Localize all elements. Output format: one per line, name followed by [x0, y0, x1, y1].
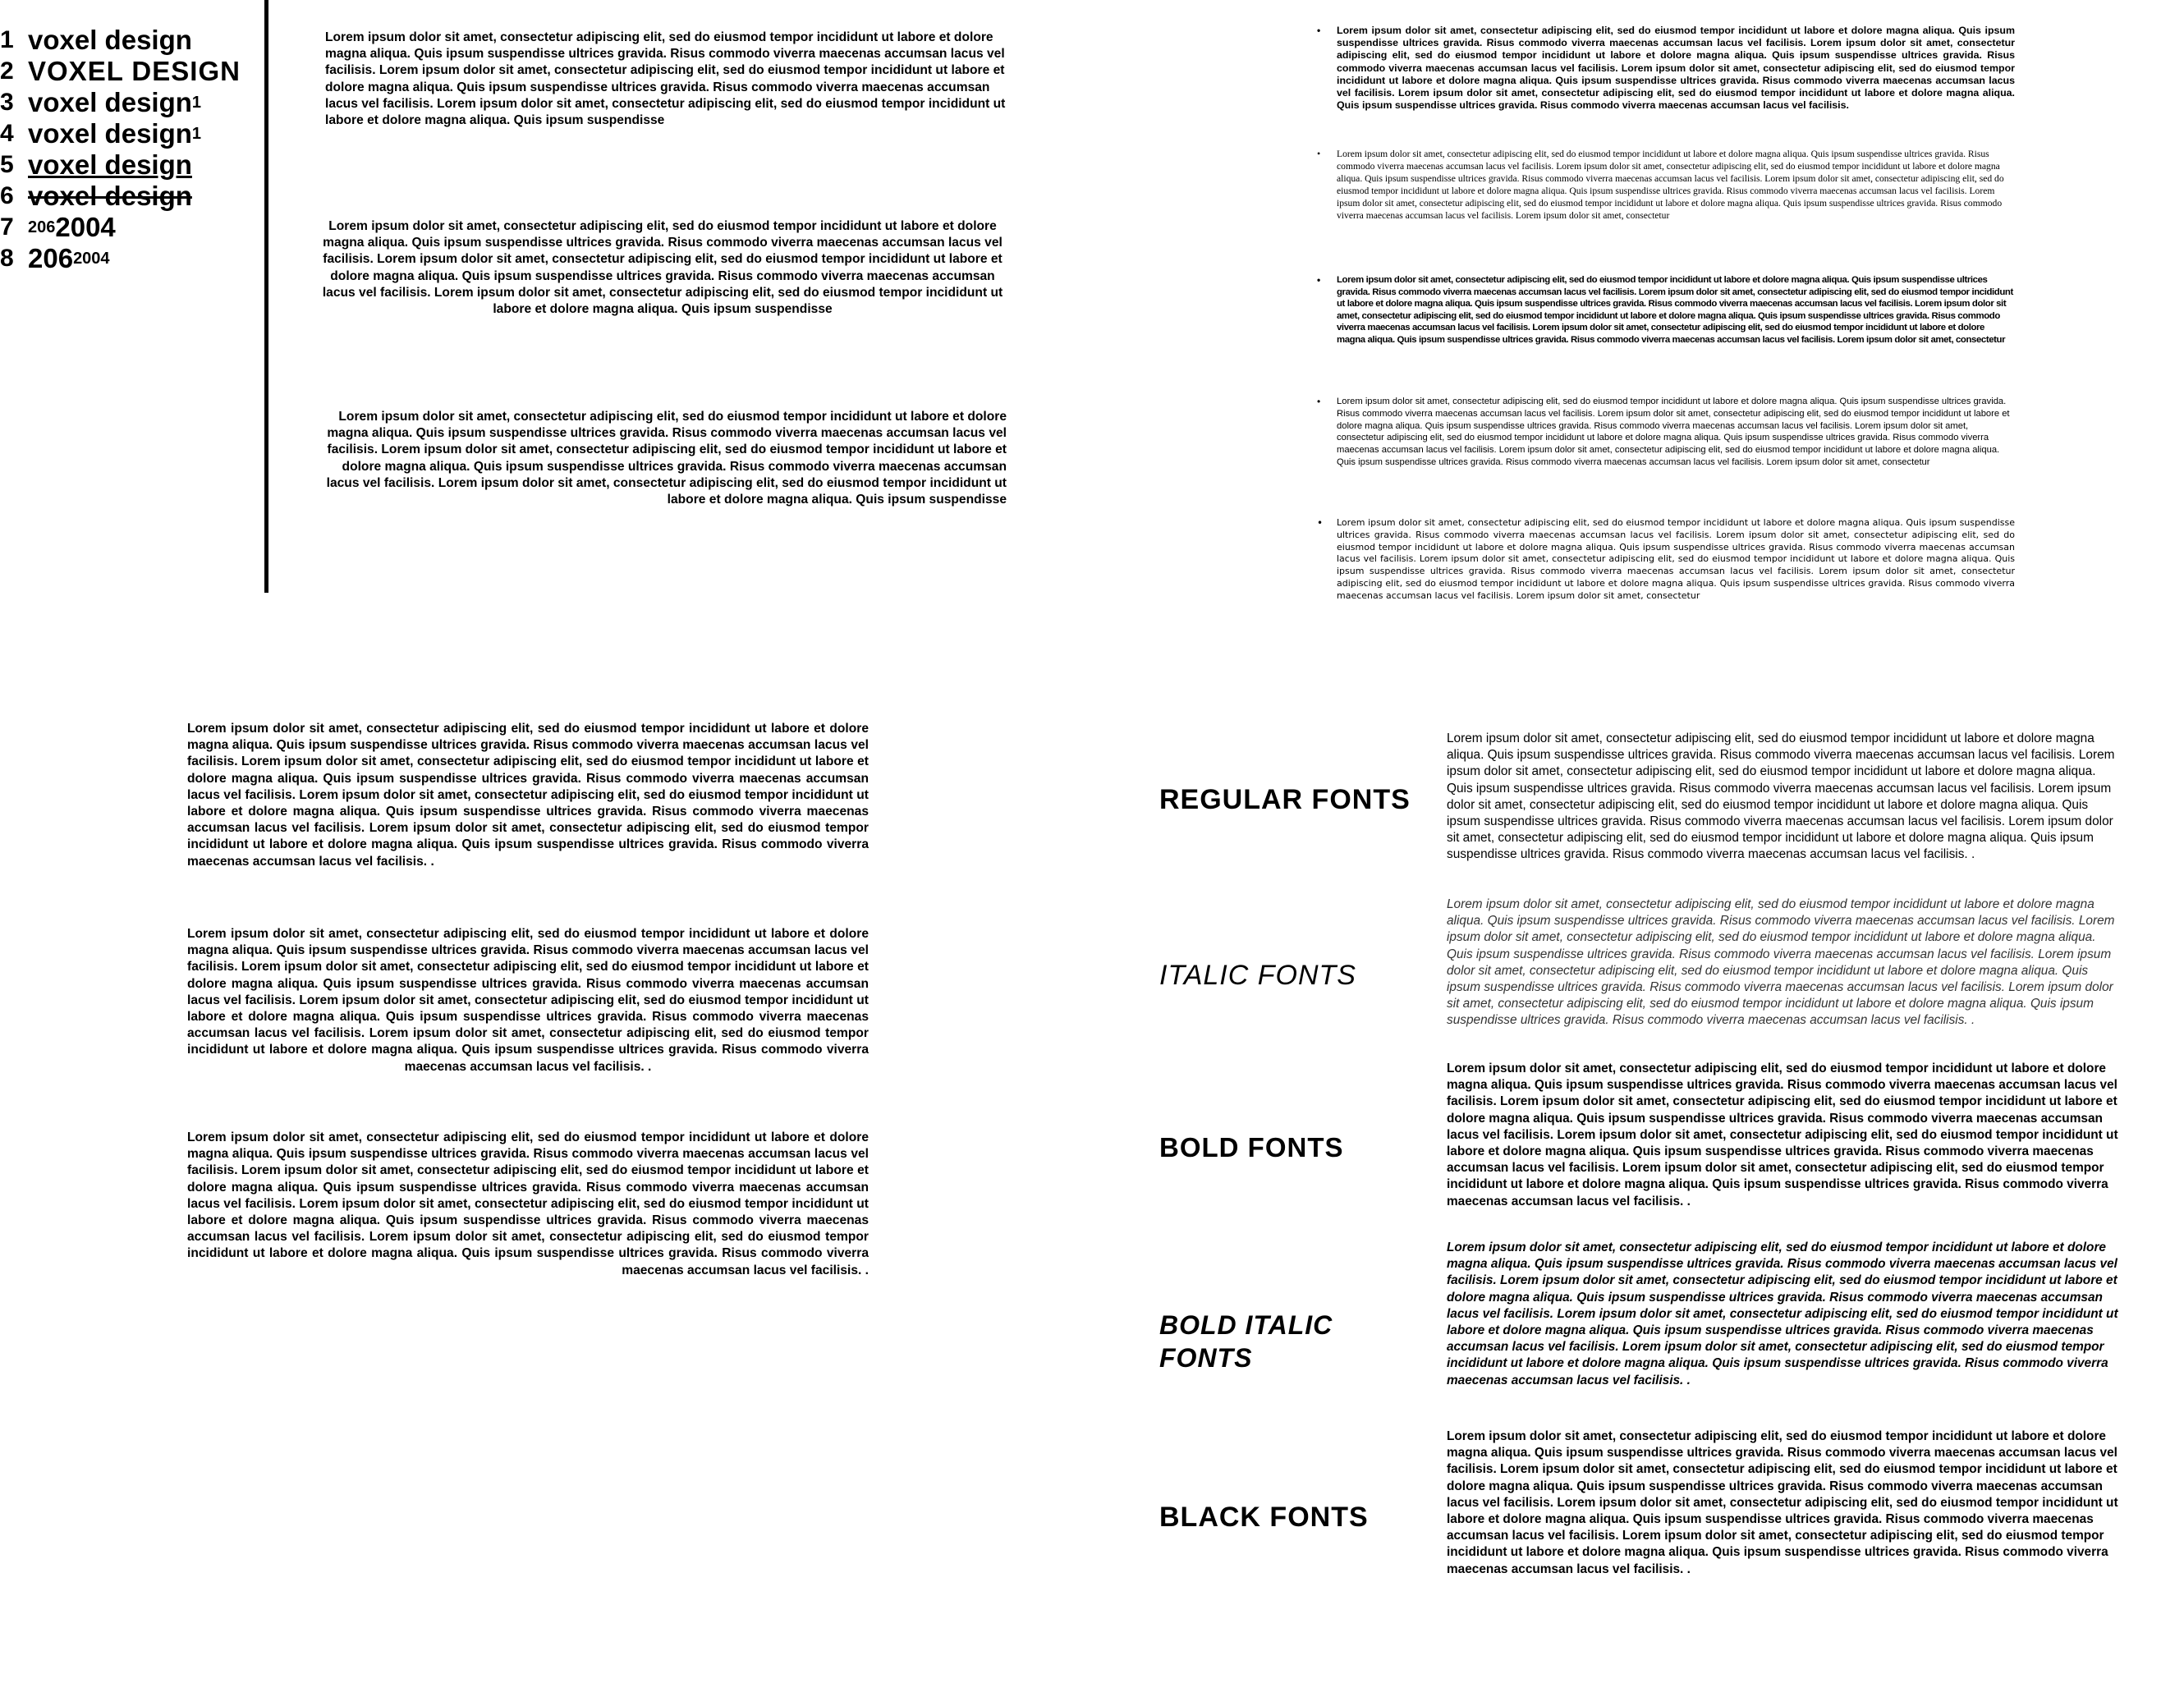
- font-sample-bold-italic: Lorem ipsum dolor sit amet, consectetur adipiscing elit, sed do eiusmod tempor incididunt ut labore et dolore magna aliqua. Quis ipsum suspendisse ultrices gravida. Risus commodo viverra maecenas accumsan lacus vel facilisis. Lorem ipsum dolor sit amet, consectetur adipiscing elit, sed do eiusmod tempor incididunt ut labore et dolore magna aliqua. Quis ipsum suspendisse ultrices gravida. Risus commodo viverra maecenas accumsan lacus vel facilisis. Lorem ipsum dolor sit amet, consectetur adipiscing elit, sed do eiusmod tempor incididunt ut labore et dolore magna aliqua. Quis ipsum suspendisse ultrices gravida. Risus commodo viverra maecenas accumsan lacus vel facilisis. Lorem ipsum dolor sit amet, consectetur adipiscing elit, sed do eiusmod tempor incididunt ut labore et dolore magna aliqua. Quis ipsum suspendisse ultrices gravida. Risus commodo viverra maecenas accumsan lacus vel facilisis. .: [1447, 1240, 2118, 1387]
- bullet-list: [1317, 25, 2015, 603]
- style-number: 3: [0, 89, 14, 116]
- bullet-item-humanist: • Lorem ipsum dolor sit amet, consectetur adipiscing elit, sed do eiusmod tempor incididunt ut labore et dolore magna aliqua. Quis ipsum suspendisse ultrices gravida. Risus commodo viverra maecenas accumsan lacus vel facilisis. Lorem ipsum dolor sit amet, consectetur adipiscing elit, sed do eiusmod tempor incididunt ut labore et dolore magna aliqua. Quis ipsum suspendisse ultrices gravida. Risus commodo viverra maecenas accumsan lacus vel facilisis. Lorem ipsum dolor sit amet, consectetur adipiscing elit, sed do eiusmod tempor incididunt ut labore et dolore magna aliqua. Quis ipsum suspendisse ultrices gravida. Risus commodo viverra maecenas accumsan lacus vel facilisis. Lorem ipsum dolor sit amet, consectetur adipiscing elit, sed do eiusmod tempor incididunt ut labore et dolore magna aliqua. Quis ipsum suspendisse ultrices gravida. Risus commodo viverra maecenas accumsan lacus vel facilisis. Lorem ipsum dolor sit amet, consectetur: [1317, 517, 2015, 603]
- style-number: 5: [0, 151, 14, 178]
- style-item-trailing-superscript: [0, 243, 263, 274]
- bullet-item-bold: • Lorem ipsum dolor sit amet, consectetur adipiscing elit, sed do eiusmod tempor incididunt ut labore et dolore magna aliqua. Quis ipsum suspendisse ultrices gravida. Risus commodo viverra maecenas accumsan lacus vel facilisis. Lorem ipsum dolor sit amet, consectetur adipiscing elit, sed do eiusmod tempor incididunt ut labore et dolore magna aliqua. Quis ipsum suspendisse ultrices gravida. Risus commodo viverra maecenas accumsan lacus vel facilisis. Lorem ipsum dolor sit amet, consectetur adipiscing elit, sed do eiusmod tempor incididunt ut labore et dolore magna aliqua. Quis ipsum suspendisse ultrices gravida. Risus commodo viverra maecenas accumsan lacus vel facilisis. Lorem ipsum dolor sit amet, consectetur adipiscing elit, sed do eiusmod tempor incididunt ut labore et dolore magna aliqua. Quis ipsum suspendisse ultrices gravida. Risus commodo viverra maecenas accumsan lacus vel facilisis.: [1317, 25, 2015, 148]
- font-label-bold: BOLD FONTS: [1159, 1132, 1344, 1163]
- superscript: 1: [191, 94, 202, 112]
- style-number: 6: [0, 182, 14, 209]
- style-item-leading-superscript: [0, 212, 263, 243]
- font-sample-regular: Lorem ipsum dolor sit amet, consectetur adipiscing elit, sed do eiusmod tempor incididunt ut labore et dolore magna aliqua. Quis ipsum suspendisse ultrices gravida. Risus commodo viverra maecenas accumsan lacus vel facilisis. Lorem ipsum dolor sit amet, consectetur adipiscing elit, sed do eiusmod tempor incididunt ut labore et dolore magna aliqua. Quis ipsum suspendisse ultrices gravida. Risus commodo viverra maecenas accumsan lacus vel facilisis. Lorem ipsum dolor sit amet, consectetur adipiscing elit, sed do eiusmod tempor incididunt ut labore et dolore magna aliqua. Quis ipsum suspendisse ultrices gravida. Risus commodo viverra maecenas accumsan lacus vel facilisis. Lorem ipsum dolor sit amet, consectetur adipiscing elit, sed do eiusmod tempor incididunt ut labore et dolore magna aliqua. Quis ipsum suspendisse ultrices gravida. Risus commodo viverra maecenas accumsan lacus vel facilisis. .: [1447, 731, 2115, 862]
- paragraph-justified-center-last: Lorem ipsum dolor sit amet, consectetur adipiscing elit, sed do eiusmod tempor incididunt ut labore et dolore magna aliqua. Quis ipsum suspendisse ultrices gravida. Risus commodo viverra maecenas accumsan lacus vel facilisis. Lorem ipsum dolor sit amet, consectetur adipiscing elit, sed do eiusmod tempor incididunt ut labore et dolore magna aliqua. Quis ipsum suspendisse ultrices gravida. Risus commodo viverra maecenas accumsan lacus vel facilisis. Lorem ipsum dolor sit amet, consectetur adipiscing elit, sed do eiusmod tempor incididunt ut labore et dolore magna aliqua. Quis ipsum suspendisse ultrices gravida. Risus commodo viverra maecenas accumsan lacus vel facilisis. Lorem ipsum dolor sit amet, consectetur adipiscing elit, sed do eiusmod tempor incididunt ut labore et dolore magna aliqua. Quis ipsum suspendisse ultrices gravida. Risus commodo viverra maecenas accumsan lacus vel facilisis. .: [187, 927, 869, 1074]
- style-sample-text: 206: [28, 243, 74, 273]
- style-number: 4: [0, 120, 14, 147]
- bullet-item-condensed: • Lorem ipsum dolor sit amet, consectetur adipiscing elit, sed do eiusmod tempor incididunt ut labore et dolore magna aliqua. Quis ipsum suspendisse ultrices gravida. Risus commodo viverra maecenas accumsan lacus vel facilisis. Lorem ipsum dolor sit amet, consectetur adipiscing elit, sed do eiusmod tempor incididunt ut labore et dolore magna aliqua. Quis ipsum suspendisse ultrices gravida. Risus commodo viverra maecenas accumsan lacus vel facilisis. Lorem ipsum dolor sit amet, consectetur adipiscing elit, sed do eiusmod tempor incididunt ut labore et dolore magna aliqua. Quis ipsum suspendisse ultrices gravida. Risus commodo viverra maecenas accumsan lacus vel facilisis. Lorem ipsum dolor sit amet, consectetur adipiscing elit, sed do eiusmod tempor incididunt ut labore et dolore magna aliqua. Quis ipsum suspendisse ultrices gravida. Risus commodo viverra maecenas accumsan lacus vel facilisis. Lorem ipsum dolor sit amet, consectetur: [1317, 274, 2015, 396]
- font-sample-bold: Lorem ipsum dolor sit amet, consectetur adipiscing elit, sed do eiusmod tempor incididunt ut labore et dolore magna aliqua. Quis ipsum suspendisse ultrices gravida. Risus commodo viverra maecenas accumsan lacus vel facilisis. Lorem ipsum dolor sit amet, consectetur adipiscing elit, sed do eiusmod tempor incididunt ut labore et dolore magna aliqua. Quis ipsum suspendisse ultrices gravida. Risus commodo viverra maecenas accumsan lacus vel facilisis. Lorem ipsum dolor sit amet, consectetur adipiscing elit, sed do eiusmod tempor incididunt ut labore et dolore magna aliqua. Quis ipsum suspendisse ultrices gravida. Risus commodo viverra maecenas accumsan lacus vel facilisis. Lorem ipsum dolor sit amet, consectetur adipiscing elit, sed do eiusmod tempor incididunt ut labore et dolore magna aliqua. Quis ipsum suspendisse ultrices gravida. Risus commodo viverra maecenas accumsan lacus vel facilisis. .: [1447, 1062, 2118, 1208]
- font-sample-black: Lorem ipsum dolor sit amet, consectetur adipiscing elit, sed do eiusmod tempor incididunt ut labore et dolore magna aliqua. Quis ipsum suspendisse ultrices gravida. Risus commodo viverra maecenas accumsan lacus vel facilisis. Lorem ipsum dolor sit amet, consectetur adipiscing elit, sed do eiusmod tempor incididunt ut labore et dolore magna aliqua. Quis ipsum suspendisse ultrices gravida. Risus commodo viverra maecenas accumsan lacus vel facilisis. Lorem ipsum dolor sit amet, consectetur adipiscing elit, sed do eiusmod tempor incididunt ut labore et dolore magna aliqua. Quis ipsum suspendisse ultrices gravida. Risus commodo viverra maecenas accumsan lacus vel facilisis. Lorem ipsum dolor sit amet, consectetur adipiscing elit, sed do eiusmod tempor incididunt ut labore et dolore magna aliqua. Quis ipsum suspendisse ultrices gravida. Risus commodo viverra maecenas accumsan lacus vel facilisis. .: [1447, 1429, 2118, 1576]
- style-item-subscript: [0, 118, 263, 149]
- paragraph-right-aligned: Lorem ipsum dolor sit amet, consectetur adipiscing elit, sed do eiusmod tempor incididunt ut labore et dolore magna aliqua. Quis ipsum suspendisse ultrices gravida. Risus commodo viverra maecenas accumsan lacus vel facilisis. Lorem ipsum dolor sit amet, consectetur adipiscing elit, sed do eiusmod tempor incididunt ut labore et dolore magna aliqua. Quis ipsum suspendisse ultrices gravida. Risus commodo viverra maecenas accumsan lacus vel facilisis. Lorem ipsum dolor sit amet, consectetur adipiscing elit, sed do eiusmod tempor incididunt ut labore et dolore magna aliqua. Quis ipsum suspendisse: [326, 410, 1007, 507]
- superscript: 2004: [73, 250, 110, 268]
- style-sample-text: voxel design: [28, 25, 192, 55]
- paragraph-left-aligned: Lorem ipsum dolor sit amet, consectetur adipiscing elit, sed do eiusmod tempor incididunt ut labore et dolore magna aliqua. Quis ipsum suspendisse ultrices gravida. Risus commodo viverra maecenas accumsan lacus vel facilisis. Lorem ipsum dolor sit amet, consectetur adipiscing elit, sed do eiusmod tempor incididunt ut labore et dolore magna aliqua. Quis ipsum suspendisse ultrices gravida. Risus commodo viverra maecenas accumsan lacus vel facilisis. Lorem ipsum dolor sit amet, consectetur adipiscing elit, sed do eiusmod tempor incididunt ut labore et dolore magna aliqua. Quis ipsum suspendisse: [325, 30, 1006, 128]
- style-item-underline: [0, 149, 263, 181]
- font-label-regular: REGULAR FONTS: [1159, 784, 1411, 815]
- bullet-item-light: • Lorem ipsum dolor sit amet, consectetur adipiscing elit, sed do eiusmod tempor incididunt ut labore et dolore magna aliqua. Quis ipsum suspendisse ultrices gravida. Risus commodo viverra maecenas accumsan lacus vel facilisis. Lorem ipsum dolor sit amet, consectetur adipiscing elit, sed do eiusmod tempor incididunt ut labore et dolore magna aliqua. Quis ipsum suspendisse ultrices gravida. Risus commodo viverra maecenas accumsan lacus vel facilisis. Lorem ipsum dolor sit amet, consectetur adipiscing elit, sed do eiusmod tempor incididunt ut labore et dolore magna aliqua. Quis ipsum suspendisse ultrices gravida. Risus commodo viverra maecenas accumsan lacus vel facilisis. Lorem ipsum dolor sit amet, consectetur adipiscing elit, sed do eiusmod tempor incididunt ut labore et dolore magna aliqua. Quis ipsum suspendisse ultrices gravida. Risus commodo viverra maecenas accumsan lacus vel facilisis. Lorem ipsum dolor sit amet, consectetur: [1317, 396, 2015, 517]
- font-label-black: BLACK FONTS: [1159, 1502, 1369, 1533]
- style-item-strikethrough: [0, 181, 263, 212]
- style-sample-text: voxel design: [28, 181, 192, 211]
- style-number: 1: [0, 26, 14, 53]
- superscript: 206: [28, 218, 56, 236]
- style-number: 8: [0, 245, 14, 272]
- paragraph-justified: Lorem ipsum dolor sit amet, consectetur adipiscing elit, sed do eiusmod tempor incididunt ut labore et dolore magna aliqua. Quis ipsum suspendisse ultrices gravida. Risus commodo viverra maecenas accumsan lacus vel facilisis. Lorem ipsum dolor sit amet, consectetur adipiscing elit, sed do eiusmod tempor incididunt ut labore et dolore magna aliqua. Quis ipsum suspendisse ultrices gravida. Risus commodo viverra maecenas accumsan lacus vel facilisis. Lorem ipsum dolor sit amet, consectetur adipiscing elit, sed do eiusmod tempor incididunt ut labore et dolore magna aliqua. Quis ipsum suspendisse ultrices gravida. Risus commodo viverra maecenas accumsan lacus vel facilisis. Lorem ipsum dolor sit amet, consectetur adipiscing elit, sed do eiusmod tempor incididunt ut labore et dolore magna aliqua. Quis ipsum suspendisse ultrices gravida. Risus commodo viverra maecenas accumsan lacus vel facilisis. .: [187, 722, 869, 869]
- style-item-regular: [0, 25, 263, 56]
- style-sample-text: voxel design: [28, 149, 192, 180]
- font-label-bold-italic: BOLD ITALIC FONTS: [1159, 1310, 1333, 1373]
- font-label-italic: ITALIC FONTS: [1159, 960, 1356, 991]
- style-number: 7: [0, 213, 14, 241]
- style-sample-text: voxel design: [28, 118, 192, 149]
- bullet-item-serif: • Lorem ipsum dolor sit amet, consectetur adipiscing elit, sed do eiusmod tempor incididunt ut labore et dolore magna aliqua. Quis ipsum suspendisse ultrices gravida. Risus commodo viverra maecenas accumsan lacus vel facilisis. Lorem ipsum dolor sit amet, consectetur adipiscing elit, sed do eiusmod tempor incididunt ut labore et dolore magna aliqua. Quis ipsum suspendisse ultrices gravida. Risus commodo viverra maecenas accumsan lacus vel facilisis. Lorem ipsum dolor sit amet, consectetur adipiscing elit, sed do eiusmod tempor incididunt ut labore et dolore magna aliqua. Quis ipsum suspendisse ultrices gravida. Risus commodo viverra maecenas accumsan lacus vel facilisis. Lorem ipsum dolor sit amet, consectetur adipiscing elit, sed do eiusmod tempor incididunt ut labore et dolore magna aliqua. Quis ipsum suspendisse ultrices gravida. Risus commodo viverra maecenas accumsan lacus vel facilisis. Lorem ipsum dolor sit amet, consectetur: [1317, 148, 2015, 274]
- style-sample-text: 2004: [55, 212, 116, 242]
- style-sample-text: voxel design: [28, 87, 192, 117]
- style-item-superscript: [0, 87, 263, 118]
- font-sample-italic: Lorem ipsum dolor sit amet, consectetur adipiscing elit, sed do eiusmod tempor incididunt ut labore et dolore magna aliqua. Quis ipsum suspendisse ultrices gravida. Risus commodo viverra maecenas accumsan lacus vel facilisis. Lorem ipsum dolor sit amet, consectetur adipiscing elit, sed do eiusmod tempor incididunt ut labore et dolore magna aliqua. Quis ipsum suspendisse ultrices gravida. Risus commodo viverra maecenas accumsan lacus vel facilisis. Lorem ipsum dolor sit amet, consectetur adipiscing elit, sed do eiusmod tempor incididunt ut labore et dolore magna aliqua. Quis ipsum suspendisse ultrices gravida. Risus commodo viverra maecenas accumsan lacus vel facilisis. Lorem ipsum dolor sit amet, consectetur adipiscing elit, sed do eiusmod tempor incididunt ut labore et dolore magna aliqua. Quis ipsum suspendisse ultrices gravida. Risus commodo viverra maecenas accumsan lacus vel facilisis. .: [1447, 897, 2115, 1028]
- style-sample-text: VOXEL DESIGN: [28, 56, 241, 86]
- style-number: 2: [0, 57, 15, 85]
- subscript: 1: [191, 125, 202, 143]
- style-item-uppercase: [0, 56, 263, 87]
- text-style-list: [0, 25, 263, 274]
- paragraph-center-aligned: Lorem ipsum dolor sit amet, consectetur adipiscing elit, sed do eiusmod tempor incididunt ut labore et dolore magna aliqua. Quis ipsum suspendisse ultrices gravida. Risus commodo viverra maecenas accumsan lacus vel facilisis. Lorem ipsum dolor sit amet, consectetur adipiscing elit, sed do eiusmod tempor incididunt ut labore et dolore magna aliqua. Quis ipsum suspendisse ultrices gravida. Risus commodo viverra maecenas accumsan lacus vel facilisis. Lorem ipsum dolor sit amet, consectetur adipiscing elit, sed do eiusmod tempor incididunt ut labore et dolore magna aliqua. Quis ipsum suspendisse: [322, 219, 1003, 317]
- vertical-divider: [264, 0, 268, 593]
- paragraph-justified-right-last: Lorem ipsum dolor sit amet, consectetur adipiscing elit, sed do eiusmod tempor incididunt ut labore et dolore magna aliqua. Quis ipsum suspendisse ultrices gravida. Risus commodo viverra maecenas accumsan lacus vel facilisis. Lorem ipsum dolor sit amet, consectetur adipiscing elit, sed do eiusmod tempor incididunt ut labore et dolore magna aliqua. Quis ipsum suspendisse ultrices gravida. Risus commodo viverra maecenas accumsan lacus vel facilisis. Lorem ipsum dolor sit amet, consectetur adipiscing elit, sed do eiusmod tempor incididunt ut labore et dolore magna aliqua. Quis ipsum suspendisse ultrices gravida. Risus commodo viverra maecenas accumsan lacus vel facilisis. Lorem ipsum dolor sit amet, consectetur adipiscing elit, sed do eiusmod tempor incididunt ut labore et dolore magna aliqua. Quis ipsum suspendisse ultrices gravida. Risus commodo viverra maecenas accumsan lacus vel facilisis. .: [187, 1130, 869, 1277]
